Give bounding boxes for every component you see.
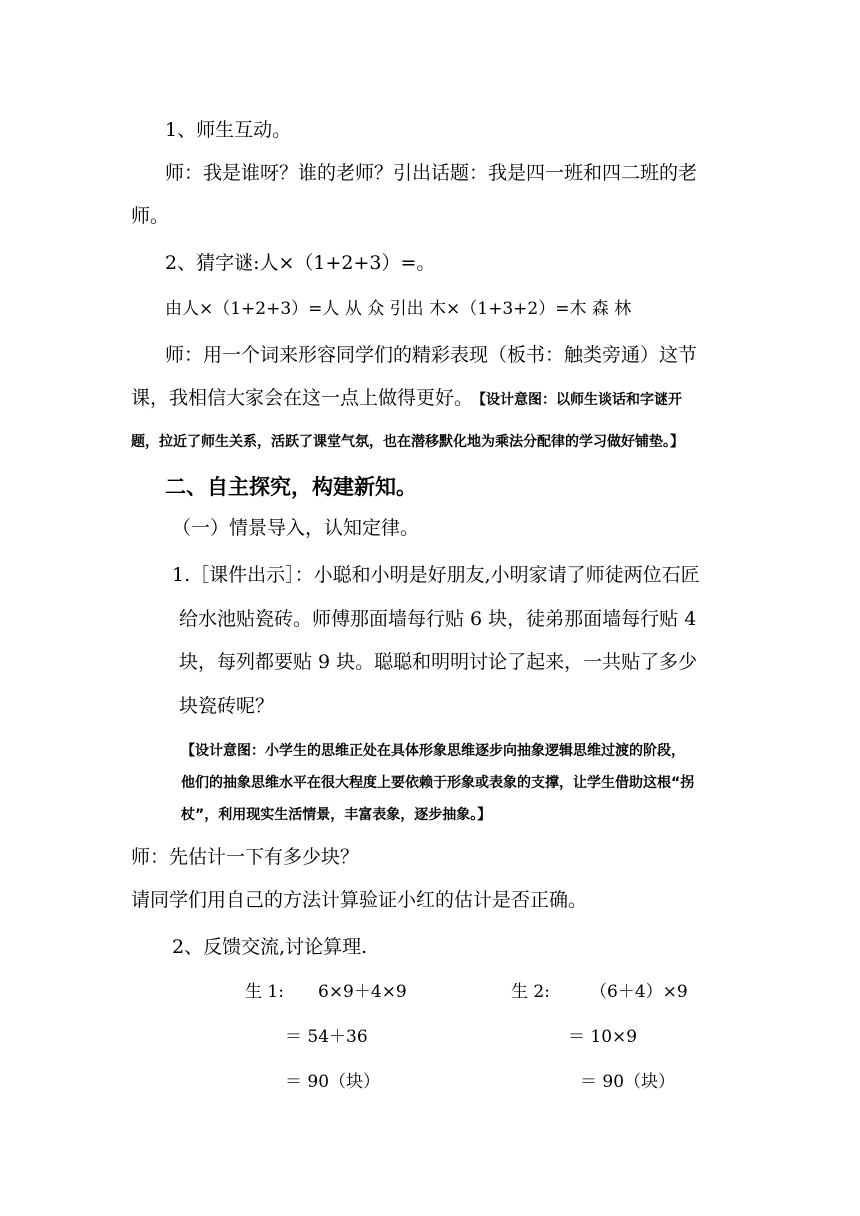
teacher-line-cont: 师。	[131, 205, 170, 227]
teacher-estimate: 师：先估计一下有多少块？	[131, 846, 360, 868]
design-note-1-start: 【设计意图：以师生谈话和字谜开	[479, 392, 683, 408]
teacher-line-2: 师：用一个词来形容同学们的精彩表现（板书：触类旁通）这节	[165, 344, 698, 366]
riddle-line: 2、猜字谜:人×（1+2+3）=。	[165, 252, 436, 274]
problem-line-2: 给水池贴瓷砖。师傅那面墙每行贴 6 块，徒弟那面墙每行贴 4	[179, 608, 697, 630]
student-2-step-1: ＝ 10×9	[568, 1027, 638, 1047]
subsection-heading: （一）情景导入，认知定律。	[172, 517, 420, 539]
teacher-line: 师：我是谁呀？谁的老师？引出话题：我是四一班和四二班的老	[165, 162, 698, 184]
problem-line-1: 1.［课件出示］：小聪和小明是好朋友,小明家请了师徒两位石匠	[172, 564, 700, 586]
student-1-step-1: ＝ 54＋36	[285, 1027, 368, 1047]
student-1-step-2: ＝ 90（块）	[285, 1072, 381, 1092]
problem-line-3: 块，每列都要贴 9 块。聪聪和明明讨论了起来，一共贴了多少	[179, 651, 698, 673]
student-1-label: 生 1:	[245, 982, 284, 1002]
design-note-2-line-3: 杖”，利用现实生活情景，丰富表象，逐步抽象。】	[181, 807, 492, 823]
design-note-2-line-2: 他们的抽象思维水平在很大程度上要依赖于形象或表象的支撑，让学生借助这根“拐	[181, 775, 695, 791]
section-item-2: 2、反馈交流,讨论算理.	[172, 936, 368, 958]
design-note-1-cont: 题，拉近了师生关系，活跃了课堂气氛，也在潜移默化地为乘法分配律的学习做好铺垫。】	[131, 434, 684, 450]
student-2-expression: （6＋4）×9	[590, 982, 688, 1002]
teacher-line-2-cont	[131, 386, 682, 412]
section-heading-2: 二、自主探究，构建新知。	[165, 475, 417, 499]
student-2-label: 生 2:	[511, 982, 550, 1002]
teacher-line-2-text: 课，我相信大家会在这一点上做得更好。	[131, 387, 474, 409]
student-2-step-2: ＝ 90（块）	[580, 1072, 676, 1092]
design-note-2-line-1: 【设计意图：小学生的思维正处在具体形象思维逐步向抽象逻辑思维过渡的阶段，	[181, 743, 685, 759]
riddle-answer: 由人×（1+2+3）=人 从 众 引出 木×（1+3+2）=木 森 林	[165, 299, 632, 319]
section-item-1: 1、师生互动。	[165, 119, 292, 141]
verify-instruction: 请同学们用自己的方法计算验证小红的估计是否正确。	[131, 889, 588, 911]
student-1-expression: 6×9＋4×9	[318, 982, 407, 1002]
problem-line-4: 块瓷砖呢？	[179, 695, 275, 717]
